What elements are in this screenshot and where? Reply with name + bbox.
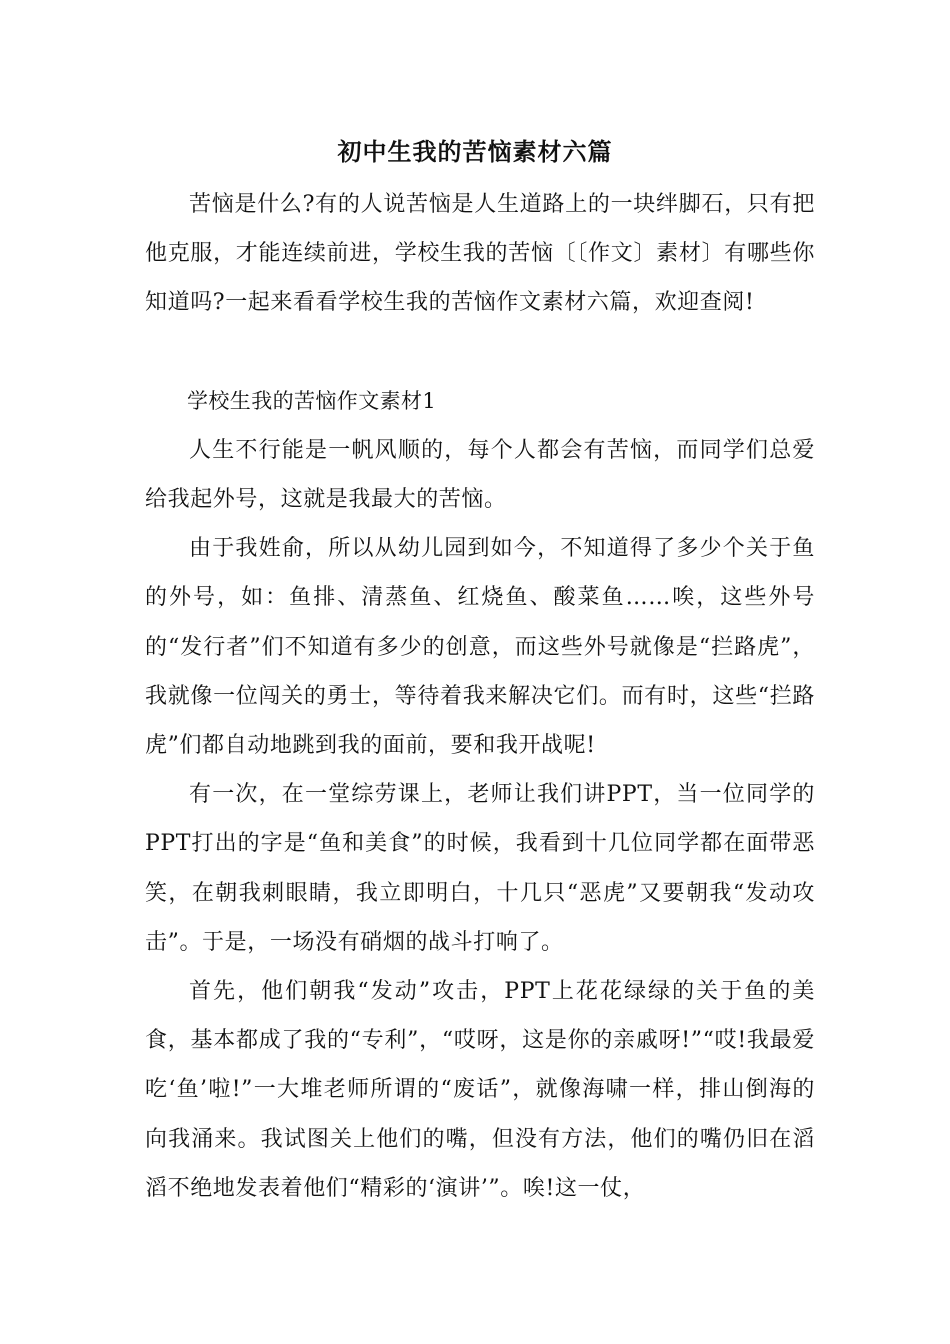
section-heading: 学校生我的苦恼作文素材1 (187, 388, 437, 413)
document-body (145, 180, 815, 1213)
body-paragraph: 人生不行能是一帆风顺的，每个人都会有苦恼，而同学们总爱给我起外号，这就是我最大的苦恼。 (145, 437, 815, 513)
intro-paragraph: 苦恼是什么?有的人说苦恼是人生道路上的一块绊脚石，只有把他克服，才能连续前进，学校生我的苦恼〔〔作文〕素材〕有哪些你知道吗?一起来看看学校生我的苦恼作文素材六篇，欢迎查阅! (145, 192, 815, 316)
document-title: 初中生我的苦恼素材六篇 (337, 137, 613, 166)
body-paragraph: 由于我姓俞，所以从幼儿园到如今，不知道得了多少个关于鱼的外号，如：鱼排、清蒸鱼、红烧鱼、酸菜鱼……唉，这些外号的“发行者”们不知道有多少的创意，而这些外号就像是“拦路虎”，我就像一位闯关的勇士，等待着我来解决它们。而有时，这些“拦路虎”们都自动地跳到我的面前，要和我开战呢! (145, 536, 815, 759)
body-paragraph: 首先，他们朝我“发动”攻击，PPT上花花绿绿的关于鱼的美食，基本都成了我的“专利”，“哎呀，这是你的亲戚呀!”“哎!我最爱吃‘鱼’啦!”一大堆老师所谓的“废话”，就像海啸一样，排山倒海的向我涌来。我试图关上他们的嘴，但没有方法，他们的嘴仍旧在滔滔不绝地发表着他们“精彩的‘演讲’”。唉!这一仗， (145, 979, 815, 1201)
blank-line (145, 328, 815, 377)
body-paragraph: 有一次，在一堂综劳课上，老师让我们讲PPT，当一位同学的PPT打出的字是“鱼和美食”的时候，我看到十几位同学都在面带恶笑，在朝我刺眼睛，我立即明白，十几只“恶虎”又要朝我“发动攻击”。于是，一场没有硝烟的战斗打响了。 (145, 782, 815, 955)
